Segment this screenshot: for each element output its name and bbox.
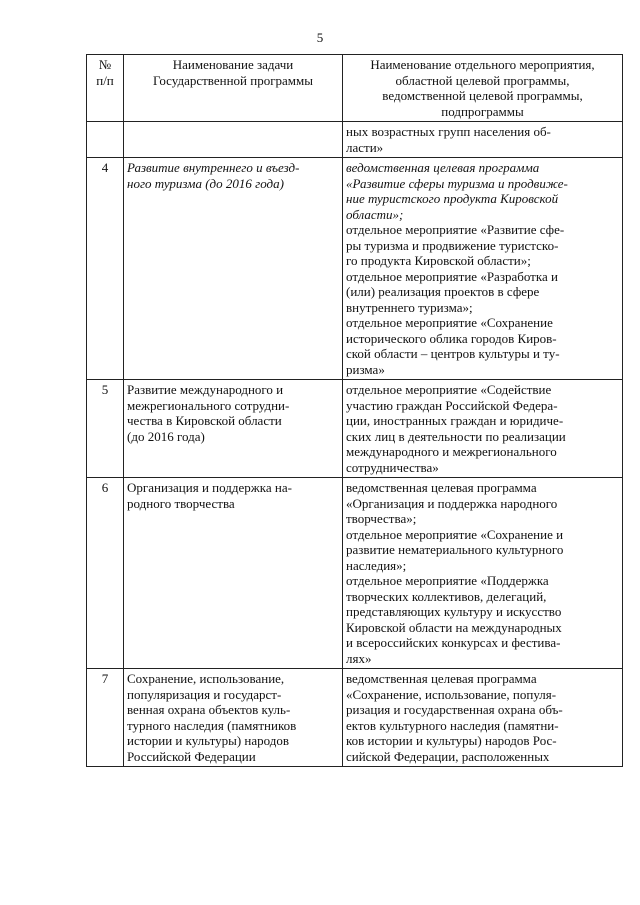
header-col-task bbox=[124, 55, 343, 122]
table-body bbox=[87, 122, 623, 767]
header-col-event bbox=[343, 55, 623, 122]
task-text-line: Организация и поддержка на- bbox=[127, 480, 292, 495]
event-text-line: ской области – центров культуры и ту- bbox=[346, 346, 560, 361]
task-text-line: Развитие международного и bbox=[127, 382, 284, 397]
header-text: подпрограммы bbox=[441, 103, 524, 119]
table-row bbox=[87, 669, 623, 767]
event-text-line: «Организация и поддержка народного bbox=[346, 495, 558, 511]
event-text-line: Кировской области на международных bbox=[346, 619, 562, 635]
task-text-line: Развитие внутреннего и въезд- bbox=[127, 160, 300, 175]
event-text-line: ков истории и культуры) народов Рос- bbox=[346, 733, 557, 748]
program-table bbox=[86, 54, 623, 767]
event-cell bbox=[343, 122, 623, 158]
header-text: областной целевой программы, bbox=[395, 72, 570, 88]
event-text-line: ризация и государственная охрана объ- bbox=[346, 702, 563, 717]
event-text-line: отдельное мероприятие «Разработка и bbox=[346, 268, 558, 284]
event-text-line: отдельное мероприятие «Сохранение и bbox=[346, 526, 564, 542]
event-text-line: наследия»; bbox=[346, 557, 407, 573]
event-text-line: ласти» bbox=[346, 139, 384, 155]
header-text: Наименование отдельного мероприятия, bbox=[370, 57, 595, 72]
event-text-line: ских лиц в деятельности по реализации bbox=[346, 428, 566, 444]
header-col-number bbox=[87, 55, 124, 122]
event-text-line: ние туристского продукта Кировской bbox=[346, 191, 559, 206]
header-text: п/п bbox=[96, 72, 114, 88]
task-text-line: ного туризма (до 2016 года) bbox=[127, 175, 284, 191]
event-text-line: отдельное мероприятие «Сохранение bbox=[346, 315, 553, 330]
event-text-line: отдельное мероприятие «Поддержка bbox=[346, 573, 549, 588]
event-text-line: лях» bbox=[346, 650, 372, 666]
event-text-line: внутреннего туризма»; bbox=[346, 299, 473, 315]
task-cell bbox=[124, 380, 343, 478]
event-text-line: ведомственная целевая программа bbox=[346, 160, 540, 175]
task-text-line: межрегионального сотрудни- bbox=[127, 397, 290, 413]
event-text-line: исторического облика городов Киров- bbox=[346, 330, 557, 346]
event-cell bbox=[343, 669, 623, 767]
page-number: 5 bbox=[316, 30, 324, 45]
event-text-line: творческих коллективов, делегаций, bbox=[346, 588, 547, 604]
task-text-line: венная охрана объектов куль- bbox=[127, 702, 291, 717]
task-text-line: чества в Кировской области bbox=[127, 413, 282, 428]
event-text-line: ведомственная целевая программа bbox=[346, 671, 537, 686]
event-text-line: ных возрастных групп населения об- bbox=[346, 124, 551, 139]
event-text-line: «Развитие сферы туризма и продвиже- bbox=[346, 175, 568, 191]
event-text-line: сотрудничества» bbox=[346, 459, 439, 475]
task-text-line: Российской Федерации bbox=[127, 748, 256, 764]
task-text-line: турного наследия (памятников bbox=[127, 717, 297, 733]
event-cell bbox=[343, 158, 623, 380]
event-text-line: международного и межрегионального bbox=[346, 444, 557, 459]
header-text: Наименование задачи bbox=[172, 57, 294, 72]
header-text: ведомственной целевой программы, bbox=[382, 88, 583, 103]
event-text-line: го продукта Кировской области»; bbox=[346, 253, 531, 268]
event-text-line: ведомственная целевая программа bbox=[346, 480, 537, 495]
event-text-line: (или) реализация проектов в сфере bbox=[346, 284, 540, 299]
row-number-cell: 5 bbox=[87, 380, 124, 478]
event-text-line: развитие нематериального культурного bbox=[346, 542, 564, 557]
task-text-line: родного творчества bbox=[127, 495, 235, 511]
task-text-line: истории и культуры) народов bbox=[127, 733, 290, 748]
table-row bbox=[87, 478, 623, 669]
row-number-cell: 7 bbox=[87, 669, 124, 767]
task-cell bbox=[124, 669, 343, 767]
table-row bbox=[87, 380, 623, 478]
table-row bbox=[87, 122, 623, 158]
event-text-line: ектов культурного наследия (памятни- bbox=[346, 717, 559, 733]
event-text-line: области»; bbox=[346, 206, 404, 222]
row-number-cell: 6 bbox=[87, 478, 124, 669]
header-text: Государственной программы bbox=[152, 72, 313, 88]
task-text-line: (до 2016 года) bbox=[127, 428, 205, 444]
event-text-line: ции, иностранных граждан и юридиче- bbox=[346, 413, 564, 428]
event-text-line: ризма» bbox=[346, 361, 385, 377]
task-cell bbox=[124, 158, 343, 380]
event-text-line: и всероссийских конкурсах и фестива- bbox=[346, 635, 561, 650]
event-text-line: творчества»; bbox=[346, 511, 417, 526]
row-number-cell: 4 bbox=[87, 158, 124, 380]
task-text-line: Сохранение, использование, bbox=[127, 671, 285, 686]
row-number-cell bbox=[87, 122, 124, 158]
event-text-line: отдельное мероприятие «Содействие bbox=[346, 382, 552, 397]
event-text-line: представляющих культуру и искусство bbox=[346, 604, 562, 619]
event-cell bbox=[343, 380, 623, 478]
event-cell bbox=[343, 478, 623, 669]
event-text-line: участию граждан Российской Федера- bbox=[346, 397, 558, 413]
header-text: № bbox=[98, 57, 112, 72]
event-text-line: ры туризма и продвижение туристско- bbox=[346, 237, 559, 253]
event-text-line: сийской Федерации, расположенных bbox=[346, 748, 550, 764]
event-text-line: «Сохранение, использование, популя- bbox=[346, 686, 557, 702]
task-cell bbox=[124, 122, 343, 158]
task-cell bbox=[124, 478, 343, 669]
task-text-line: популяризация и государст- bbox=[127, 686, 282, 702]
event-text-line: отдельное мероприятие «Развитие сфе- bbox=[346, 222, 565, 237]
table-header-row bbox=[87, 55, 623, 122]
table-row bbox=[87, 158, 623, 380]
